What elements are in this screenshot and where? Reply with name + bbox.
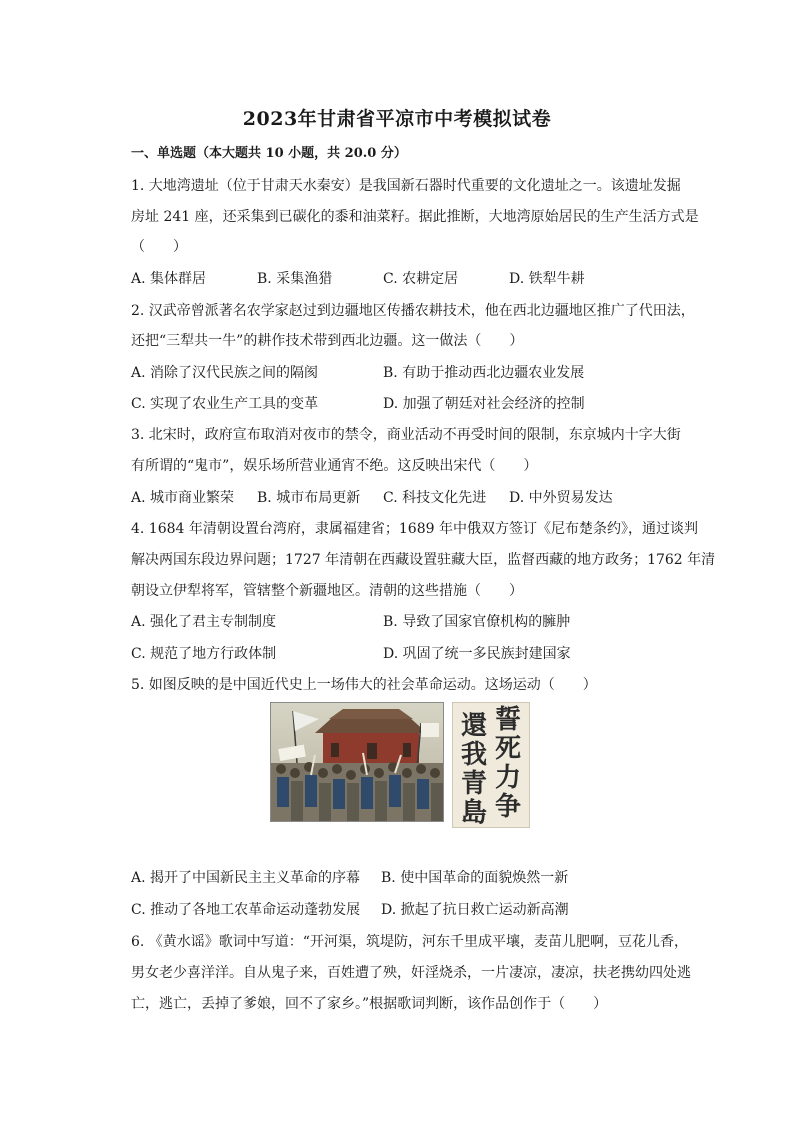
question-3-line-1: 3. 北宋时，政府宣布取消对夜市的禁令，商业活动不再受时间的限制，东京城内十字大街 [131, 427, 681, 443]
q4-option-c: C. 规范了地方行政体制 [131, 646, 277, 662]
calligraphy-char: 我 [460, 740, 487, 770]
q1-option-c: C. 农耕定居 [383, 271, 459, 287]
question-4-line-3: 朝设立伊犁将军，管辖整个新疆地区。清朝的这些措施（ ） [131, 583, 523, 599]
calligraphy-slogan-image [452, 702, 530, 828]
page-title: 2023年甘肃省平凉市中考模拟试卷 [242, 108, 552, 130]
q1-option-a: A. 集体群居 [131, 271, 207, 287]
question-4-line-1: 4. 1684 年清朝设置台湾府，隶属福建省；1689 年中俄双方签订《尼布楚条约》，通过谈判 [131, 521, 698, 537]
question-3-line-2: 有所谓的“鬼市”，娱乐场所营业通宵不绝。这反映出宋代（ ） [131, 458, 538, 474]
q1-option-d: D. 铁犁牛耕 [509, 271, 585, 287]
calligraphy-char: 力 [494, 763, 521, 793]
q5-option-d: D. 掀起了抗日救亡运动新高潮 [381, 902, 569, 918]
calligraphy-char: 還 [460, 711, 487, 741]
q3-option-a: A. 城市商业繁荣 [131, 490, 235, 506]
section-heading: 一、单选题（本大题共 10 小题，共 20.0 分） [131, 146, 407, 161]
question-5-line-1: 5. 如图反映的是中国近代史上一场伟大的社会革命运动。这场运动（ ） [131, 677, 597, 693]
protest-scene-illustration [271, 703, 443, 821]
question-1-line-3: （ ） [131, 239, 187, 255]
question-4-line-2: 解决两国东段边界问题；1727 年清朝在西藏设置驻藏大臣，监督西藏的地方政务；1762 年清 [131, 552, 716, 568]
calligraphy-char: 争 [494, 792, 521, 822]
question-2-line-1: 2. 汉武帝曾派著名农学家赵过到边疆地区传播农耕技术，他在西北边疆地区推广了代田法， [131, 303, 695, 319]
q4-option-d: D. 巩固了统一多民族封建国家 [383, 646, 571, 662]
q1-option-b: B. 采集渔猎 [257, 271, 333, 287]
q5-option-a: A. 揭开了中国新民主主义革命的序幕 [131, 870, 361, 886]
q2-option-b: B. 有助于推动西北边疆农业发展 [383, 365, 585, 381]
q3-option-d: D. 中外贸易发达 [509, 490, 613, 506]
question-6-line-1: 6. 《黄水谣》歌词中写道：“开河渠，筑堤防，河东千里成平壤，麦苗儿肥啊，豆花儿香， [131, 934, 688, 950]
may-fourth-protest-image [270, 702, 444, 822]
question-6-line-2: 男女老少喜洋洋。自从鬼子来，百姓遭了殃，奸淫烧杀，一片凄凉，凄凉，扶老携幼四处逃 [131, 965, 691, 981]
q5-option-b: B. 使中国革命的面貌焕然一新 [381, 870, 569, 886]
calligraphy-char: 誓 [494, 705, 521, 735]
calligraphy-char: 死 [494, 734, 521, 764]
q2-option-c: C. 实现了农业生产工具的变革 [131, 396, 319, 412]
q4-option-a: A. 强化了君主专制制度 [131, 614, 277, 630]
q2-option-a: A. 消除了汉代民族之间的隔阂 [131, 365, 319, 381]
calligraphy-char: 青 [460, 769, 487, 799]
question-2-line-2: 还把“三犁共一牛”的耕作技术带到西北边疆。这一做法（ ） [131, 333, 524, 349]
q3-option-b: B. 城市布局更新 [257, 490, 361, 506]
calligraphy-char: 島 [460, 798, 487, 828]
q4-option-b: B. 导致了国家官僚机构的臃肿 [383, 614, 571, 630]
q5-option-c: C. 推动了各地工农革命运动蓬勃发展 [131, 902, 361, 918]
q3-option-c: C. 科技文化先进 [383, 490, 487, 506]
question-6-line-3: 亡，逃亡，丢掉了爹娘，回不了家乡。”根据歌词判断，该作品创作于（ ） [131, 996, 608, 1012]
question-1-line-1: 1. 大地湾遗址（位于甘肃天水秦安）是我国新石器时代重要的文化遗址之一。该遗址发掘 [131, 178, 681, 194]
question-1-line-2: 房址 241 座，还采集到已碳化的黍和油菜籽。据此推断，大地湾原始居民的生产生活方式是 [131, 209, 699, 225]
q2-option-d: D. 加强了朝廷对社会经济的控制 [383, 396, 585, 412]
